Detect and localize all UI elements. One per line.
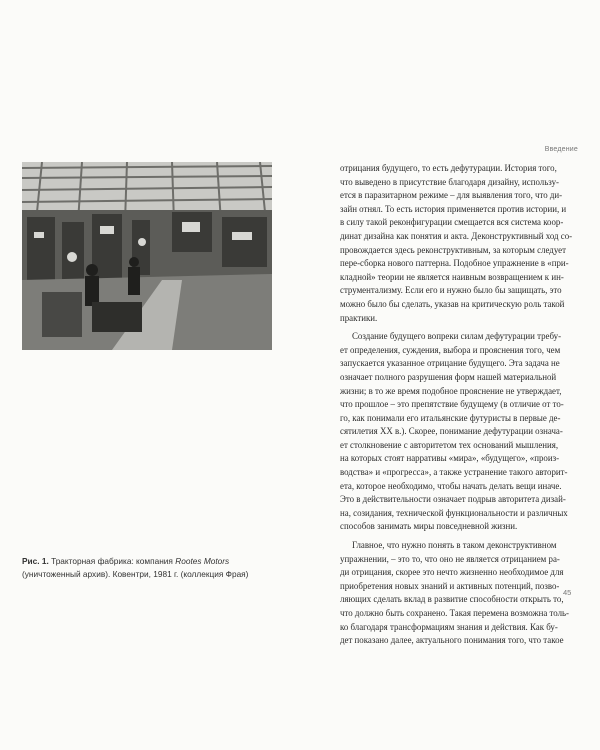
text-line: запускается указанное отрицание будущего. Эта задача не — [340, 358, 560, 369]
text-line: на которых стоят нарративы «мира», «будущего», «произ- — [340, 453, 560, 464]
text-line: ета, которое необходимо, чтобы начать делать вещи иначе. — [340, 480, 562, 491]
caption-text: Тракторная фабрика: компания — [51, 556, 173, 566]
text-line: ет столкновение с авторитетом тех оснований мышления, — [340, 439, 559, 450]
text-line: означает полного разрушения форм нашей материальной — [340, 371, 557, 382]
text-line: приобретения новых знаний и активных потенций, позво- — [340, 580, 560, 591]
running-head: Введение — [544, 146, 578, 153]
text-line: способов занимать миры повседневной жизни. — [340, 521, 518, 532]
text-line: Главное, что нужно понять в таком деконструктивном — [352, 540, 557, 551]
text-line: отрицания будущего, то есть дефутурации. История того, — [340, 163, 557, 173]
text-line: динат дизайна как понятия и акта. Деконструктивный ход со- — [340, 230, 573, 241]
text-line: водства» и «прогресса», а также устранение такого авторит- — [340, 467, 568, 478]
text-line: Это в действительности означает подрыв авторитета дизай- — [340, 494, 566, 505]
text-line: пере-сборка нового паттерна. Подобное упражнение в «при- — [340, 258, 569, 269]
text-line: жизни; в то же время подобное прояснение не утверждает, — [340, 385, 562, 396]
text-line: на, созидания, технической функциональности и различных — [340, 507, 568, 518]
text-line: практики. — [340, 312, 378, 323]
text-line: струментализму. Если его и нужно было бы защищать, это — [340, 285, 562, 296]
text-line: го, как понимали его итальянские футуристы в первые де- — [340, 412, 561, 423]
text-line: ди отрицания, скорее это нечто жизненно необходимое для — [340, 567, 564, 578]
figure-caption — [22, 555, 277, 581]
text-line: зайн отнял. То есть история применяется против истории, и — [340, 203, 567, 214]
paragraph — [340, 330, 580, 534]
text-line: провождается здесь реконструктивным, за которым следует — [340, 244, 566, 255]
caption-label: Рис. 1. — [22, 556, 49, 566]
text-line: Создание будущего вопреки силам дефутурации требу- — [352, 331, 562, 342]
text-line: ется в паразитарном режиме – для выявления того, что ди- — [340, 190, 563, 201]
factory-photo — [22, 162, 272, 350]
text-line: можно было бы сделать, указав на критическую роль такой — [340, 298, 565, 309]
text-line: дет показано далее, актуального понимания того, что такое — [340, 635, 564, 646]
text-line: ет определения, суждения, выбора и прояснения того, чем — [340, 344, 561, 355]
text-line: ляющих сделать вклад в развитие способности открыть то, — [340, 594, 564, 605]
text-line: что выведено в присутствие благодаря дизайну, использу- — [340, 176, 559, 187]
body-text — [340, 162, 580, 648]
caption-text: (уничтоженный архив). Ковентри, 1981 г. (коллекция Фрая) — [22, 569, 249, 579]
caption-company: Rootes Motors — [175, 556, 230, 566]
text-line: кладной» теории не является наивным возвращением к ин- — [340, 271, 564, 282]
page-number: 45 — [563, 588, 572, 597]
text-line: сятилетия XX в.). Скорее, понимание дефутурации означа- — [340, 426, 563, 437]
text-line: ко благодаря трансформациям знания и действия. Как бу- — [340, 621, 558, 632]
text-line: что должно быть сохранено. Такая перемена возможна толь- — [340, 608, 570, 618]
paragraph — [340, 539, 580, 648]
text-line: в силу такой реконфигурации смещается вся система коор- — [340, 217, 564, 228]
text-line: что прошлое – это препятствие будущему (в отличие от то- — [340, 399, 564, 410]
factory-photo-scene — [22, 162, 272, 350]
text-line: упражнении, – это то, что оно не является отрицанием ра- — [340, 553, 560, 564]
paragraph — [340, 162, 580, 325]
